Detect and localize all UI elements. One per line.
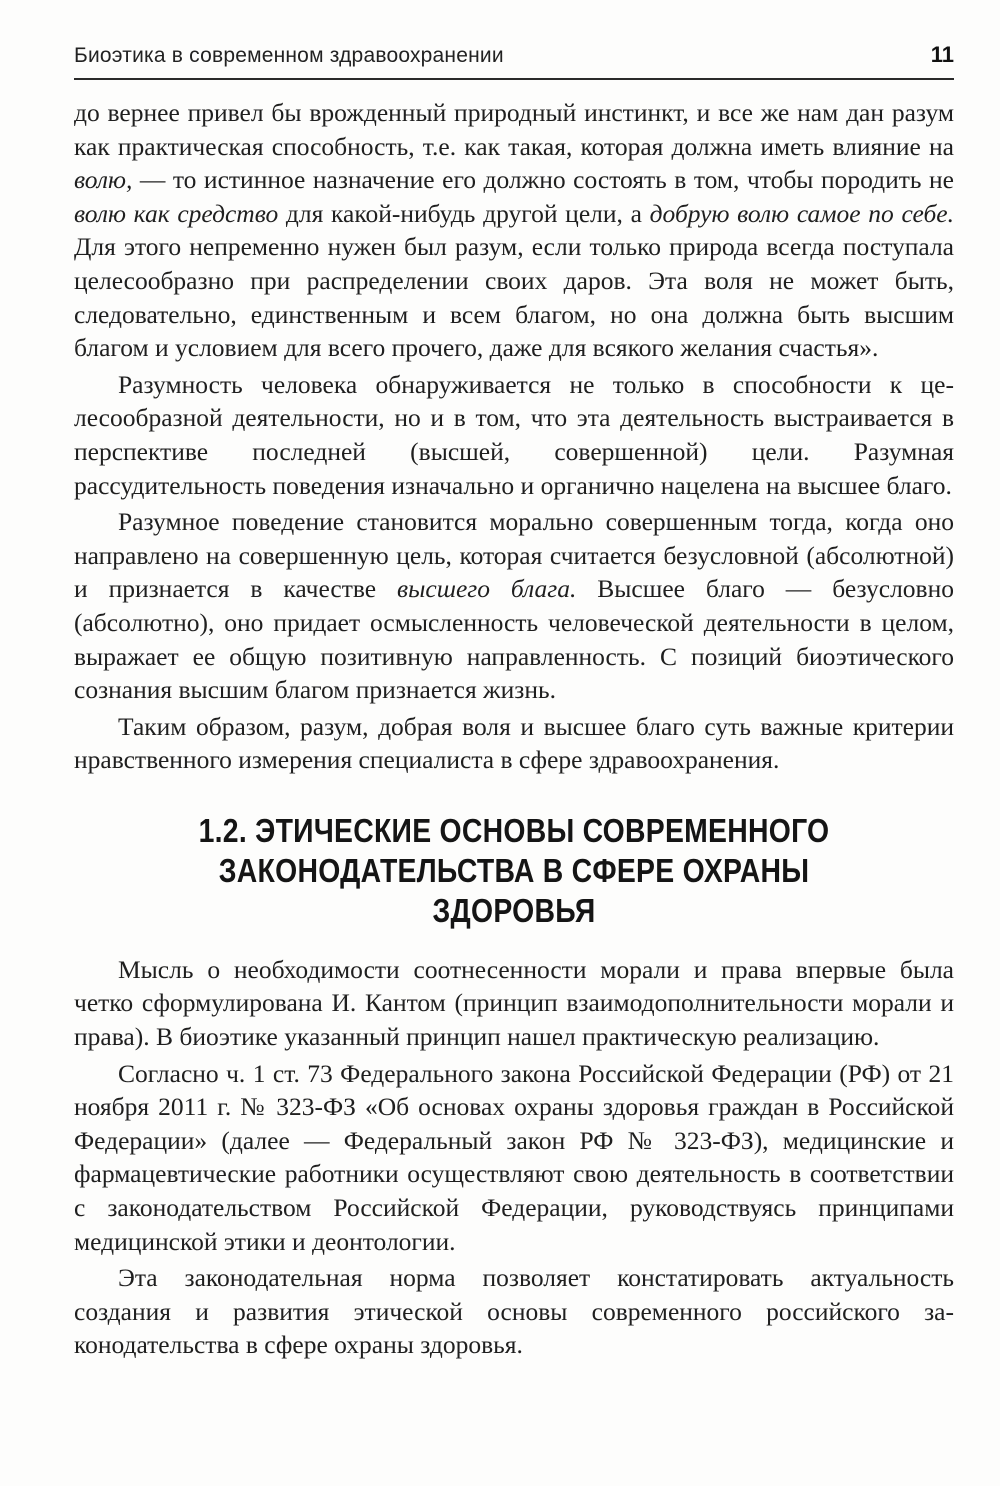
text-run: Для этого непременно нужен был разум, если только природа всегда поступала целесообразно при распределении своих даров. Эта воля не может быть, следовательно, единственным и всем благом, но она должна быть высшим благом и условием для всего прочего, даже для всякого желания счастья». [74, 232, 954, 363]
paragraph [74, 1261, 954, 1362]
text-run: Разумное поведение становится морально совершенным тогда, когда оно направлено на совершенную цель, которая считается безусловной (абсолютной) и признается в качестве [74, 507, 954, 604]
text-run: Таким образом, разум, добрая воля и высшее благо суть важные критерии нравственного измерения специалиста в сфере здравоохранения. [74, 711, 954, 775]
text-run: Разумность человека обнаруживается не только в способности к целесообразной деятельности, но и в том, что эта деятельность выстраивается в перспективе последней (высшей, совершенной) цели. Разумная рассудительность поведения изначально и органично нацелена на высшее благо. [74, 369, 954, 500]
body-text [74, 96, 954, 1362]
italic-phrase: волю как средство [74, 198, 279, 228]
text-run: — то истинное назначение его должно состоять в том, чтобы породить не [132, 165, 954, 195]
page-number: 11 [930, 42, 954, 67]
text-run: для какой-нибудь другой цели, а [278, 198, 650, 228]
section-heading-line-2: ЗАКОНОДАТЕЛЬСТВА В СФЕРЕ ОХРАНЫ ЗДОРОВЬЯ [218, 851, 810, 929]
paragraph [74, 710, 954, 777]
section-heading [136, 811, 893, 931]
text-run: Высшее благо — безусловно (абсолютно), оно придает осмысленность человеческой деятельности в целом, выражает ее общую позитивную направленность. С позиций биоэтического сознания высшим благом признается жизнь. [74, 574, 954, 705]
paragraph [74, 96, 954, 365]
italic-phrase: добрую волю самое по себе. [649, 198, 954, 228]
text-run: Мысль о необходимости соотнесенности морали и права впервые была четко сформулирована И. Кантом (принцип взаимодополнительности морали и права). В биоэтике указанный принцип нашел практическую реализацию. [74, 954, 954, 1052]
paragraph [74, 505, 954, 707]
text-run: Согласно ч. 1 ст. 73 Федерального закона Российской Федерации (РФ) от 21 ноября 2011 г. № 323-ФЗ «Об основах охраны здоровья граждан в Российской Федерации» (далее — Федеральный закон РФ № 323-ФЗ), медицинские и фармацевтические работники осуществляют свою деятельность в соответствии с законодательством Российской Федерации, руководствуясь принципами медицинской этики и деонтологии. [74, 1058, 954, 1256]
italic-phrase: волю, [74, 165, 133, 195]
italic-phrase: высшего блага. [397, 574, 577, 604]
paragraph [74, 368, 954, 502]
paragraph [74, 953, 954, 1054]
paragraph [74, 1057, 954, 1259]
text-run: до вернее привел бы врожденный природный инстинкт, и все же нам дан разум как практическая способность, т.е. как такая, которая должна иметь влияние на [74, 98, 954, 161]
text-run: Эта законодательная норма позволяет констатировать актуальность создания и развития этической основы современного российского законодательства в сфере охраны здоровья. [74, 1263, 954, 1360]
running-header [74, 38, 954, 80]
running-title: Биоэтика в современном здравоохранении [74, 44, 504, 67]
section-heading-line-1: 1.2. ЭТИЧЕСКИЕ ОСНОВЫ СОВРЕМЕННОГО [198, 811, 830, 849]
